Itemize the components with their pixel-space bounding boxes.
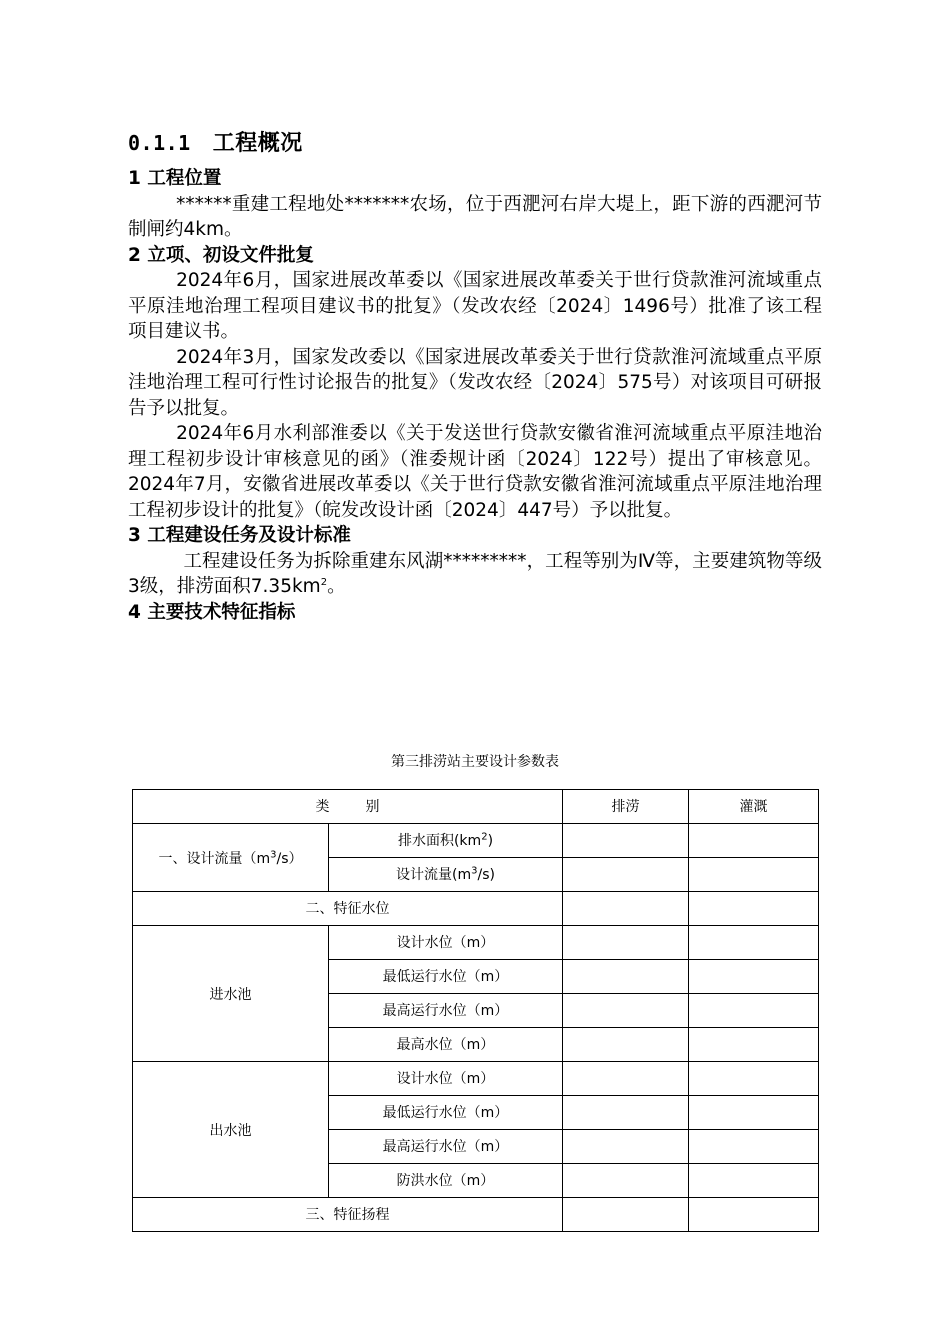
outlet-group: 出水池: [133, 1062, 329, 1198]
paragraph-approval-2: 2024年3月，国家发改委以《国家进展改革委关于世行贷款淮河流域重点平原洼地治理工程可行性讨论报告的批复》（发改农经〔2024〕575号）对该项目可研报告予以批复。: [128, 346, 822, 419]
heading-indicators: 4 主要技术特征指标: [128, 601, 296, 623]
paragraph-approval-1: 2024年6月，国家进展改革委以《国家进展改革委关于世行贷款淮河流域重点平原洼地治理工程项目建议书的批复》（发改农经〔2024〕1496号）批准了该工程项目建议书。: [128, 270, 822, 342]
outlet-row-label: 设计水位（m）: [329, 1062, 563, 1096]
heading-approval: 2 立项、初设文件批复: [128, 244, 314, 266]
header-irrigation: 灌溉: [689, 790, 819, 824]
section-title: 工程概况: [212, 131, 303, 156]
design-flow-group: [133, 824, 329, 892]
cell-empty: [563, 960, 689, 994]
inlet-row-label: 设计水位（m）: [329, 926, 563, 960]
design-flow-row-sup: 3: [471, 865, 478, 877]
cell-empty: [563, 858, 689, 892]
cell-empty: [689, 892, 819, 926]
cell-empty: [689, 960, 819, 994]
cell-empty: [689, 1028, 819, 1062]
document-body: [128, 166, 822, 625]
table-row: [133, 1198, 819, 1232]
design-flow-label: 一、设计流量（m: [158, 850, 271, 867]
cell-empty: [563, 892, 689, 926]
design-flow-end: /s）: [276, 850, 303, 867]
heading-location: 1 工程位置: [128, 168, 222, 189]
table-row: [133, 824, 819, 858]
cell-empty: [563, 824, 689, 858]
cell-empty: [563, 994, 689, 1028]
row-label-design-flow: [329, 858, 563, 892]
paragraph-tasks: [128, 549, 822, 600]
header-category-a: 类: [315, 799, 330, 815]
cell-empty: [563, 1062, 689, 1096]
header-category-b: 别: [365, 799, 380, 815]
inlet-row-label: 最高运行水位（m）: [329, 994, 563, 1028]
cell-empty: [689, 1198, 819, 1232]
table-caption: 第三排涝站主要设计参数表: [391, 754, 559, 770]
outlet-row-label: 最高运行水位（m）: [329, 1130, 563, 1164]
paragraph-approval-3: 2024年6月水利部淮委以《关于发送世行贷款安徽省淮河流域重点平原洼地治理工程初步设计审核意见的函》（淮委规计函〔2024〕122号）提出了审核意见。2024年7月，安徽省进展改革委以《关于世行贷款安徽省淮河流域重点平原洼地治理工程初步设计的批复》（皖发改设计函〔2024〕447号）予以批复。: [128, 423, 822, 521]
drain-area-sup: 2: [481, 831, 488, 843]
header-drainage: 排涝: [563, 790, 689, 824]
cell-empty: [689, 1062, 819, 1096]
paragraph-tasks-end: 。: [327, 576, 346, 597]
paragraph-tasks-text: 工程建设任务为拆除重建东风湖*********，工程等别为Ⅳ等，主要建筑物等级3级，排涝面积7.35km: [128, 550, 822, 597]
design-flow-sup: 3: [270, 848, 277, 860]
cell-empty: [563, 1164, 689, 1198]
inlet-row-label: 最高水位（m）: [329, 1028, 563, 1062]
row-label-drain-area: [329, 824, 563, 858]
table-row: [133, 1062, 819, 1096]
section-number: 0.1.1: [128, 131, 191, 155]
cell-empty: [689, 824, 819, 858]
cell-empty: [689, 858, 819, 892]
paragraph-location: ******重建工程地处*******农场，位于西淝河右岸大堤上，距下游的西淝河节制闸约4km。: [128, 193, 822, 240]
cell-empty: [689, 1096, 819, 1130]
cell-empty: [689, 994, 819, 1028]
section-heading: [128, 126, 303, 157]
water-level-title: 二、特征水位: [133, 892, 563, 926]
outlet-row-label: 防洪水位（m）: [329, 1164, 563, 1198]
table-row: [133, 926, 819, 960]
cell-empty: [689, 1130, 819, 1164]
header-category: [133, 790, 563, 824]
cell-empty: [689, 926, 819, 960]
outlet-row-label: 最低运行水位（m）: [329, 1096, 563, 1130]
cell-empty: [563, 1198, 689, 1232]
cell-empty: [563, 1096, 689, 1130]
inlet-row-label: 最低运行水位（m）: [329, 960, 563, 994]
table-row: [133, 892, 819, 926]
parameters-table: [132, 789, 819, 1232]
drain-area-end: ): [487, 833, 494, 849]
heading-tasks: 3 工程建设任务及设计标准: [128, 525, 351, 546]
drain-area-text: 排水面积(km: [397, 833, 482, 849]
cell-empty: [563, 1028, 689, 1062]
cell-empty: [689, 1164, 819, 1198]
paragraph-tasks-sup: 2: [320, 576, 328, 588]
design-flow-row-end: /s): [477, 867, 495, 883]
head-title: 三、特征扬程: [133, 1198, 563, 1232]
cell-empty: [563, 1130, 689, 1164]
inlet-group: 进水池: [133, 926, 329, 1062]
design-flow-row-text: 设计流量(m: [396, 867, 472, 883]
table-header-row: [133, 790, 819, 824]
cell-empty: [563, 926, 689, 960]
